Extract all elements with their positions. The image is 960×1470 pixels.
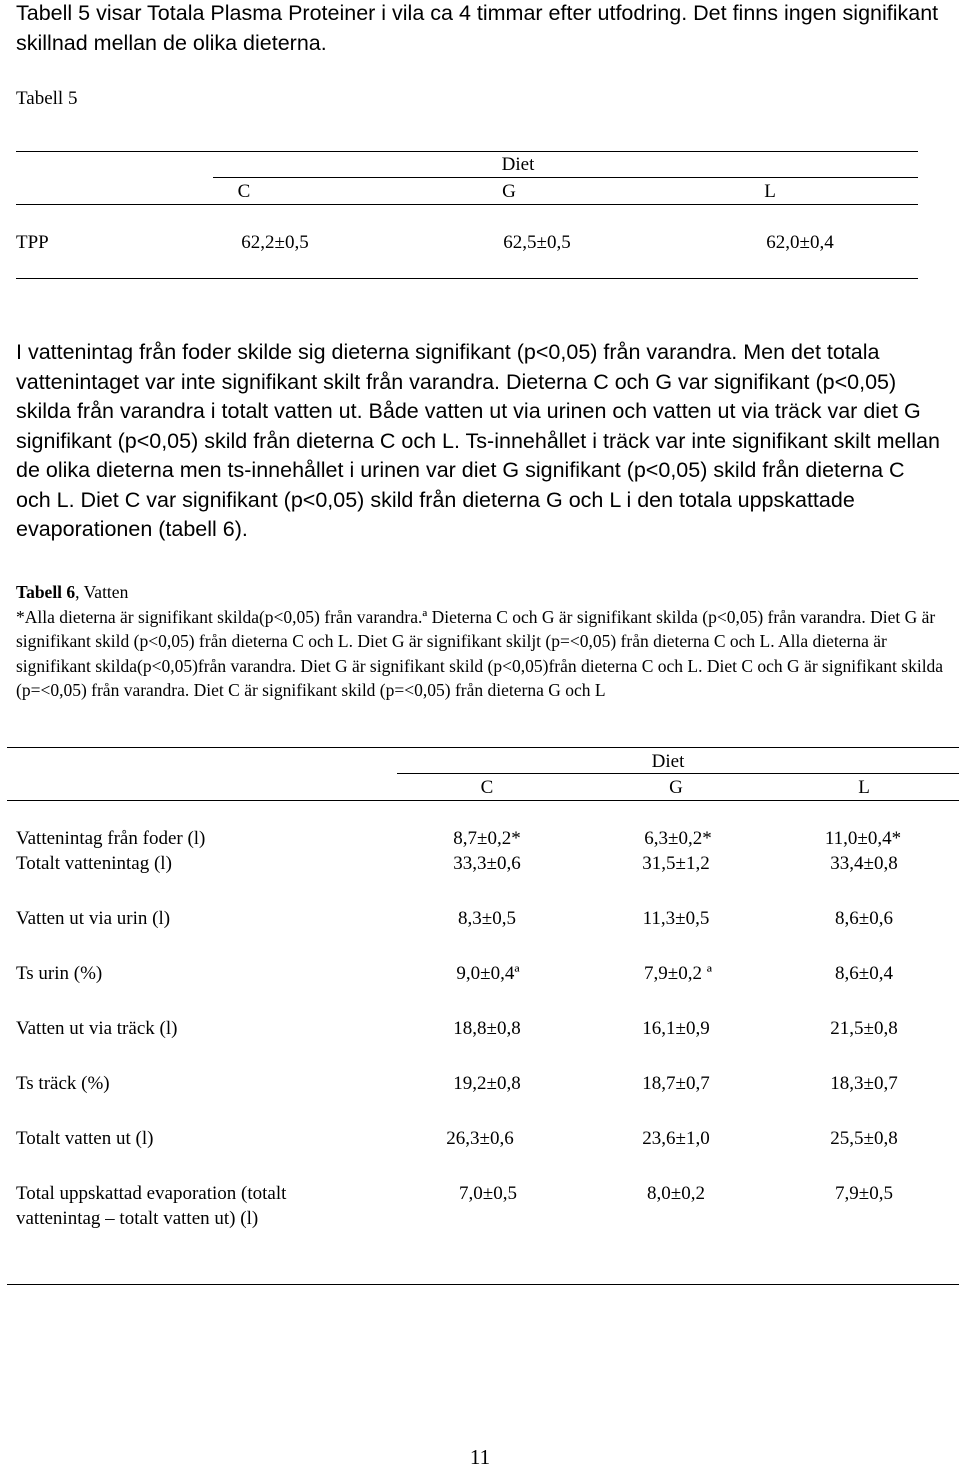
table5-row-label: TPP [16, 232, 49, 253]
table6-col-g: G [669, 777, 683, 798]
table6-top-rule [7, 747, 959, 748]
table6-title-bold: Tabell 6 [16, 582, 76, 602]
table5-col-g: G [502, 181, 516, 202]
intro-paragraph: Tabell 5 visar Totala Plasma Proteiner i vila ca 4 timmar efter utfodring. Det finns ingen signifikant skillnad mellan de olika dieterna. [16, 1, 939, 55]
table6-cell: 18,8±0,8 [453, 1018, 521, 1039]
table6-cell: 18,3±0,7 [830, 1073, 898, 1094]
table6-cell: 7,9±0,2 ª [644, 963, 712, 984]
table6-cell: 33,3±0,6 [453, 853, 521, 874]
table6-cell: 8,6±0,6 [835, 908, 893, 929]
table6-cell: 7,9±0,5 [835, 1183, 893, 1204]
page-number: 11 [469, 1445, 491, 1469]
table6-cell: 16,1±0,9 [642, 1018, 710, 1039]
table6-row-label: Vattenintag från foder (l) [16, 828, 206, 849]
table5-title: Tabell 5 [16, 88, 78, 109]
table6-row-label: Total uppskattad evaporation (totalt [16, 1183, 287, 1204]
table6-cell: 8,6±0,4 [835, 963, 893, 984]
table5-value-g: 62,5±0,5 [503, 232, 571, 253]
table5-diet-header: Diet [501, 154, 535, 175]
table5-top-rule [16, 151, 918, 152]
table6-row-label-continued: vattenintag – totalt vatten ut) (l) [16, 1208, 259, 1229]
table6-cell: 11,0±0,4* [824, 828, 902, 849]
table6-header-rule [397, 773, 959, 774]
table6-cell: 31,5±1,2 [642, 853, 710, 874]
table6-row-label: Vatten ut via urin (l) [16, 908, 171, 929]
table6-col-c: C [480, 777, 494, 798]
table6-cell: 33,4±0,8 [830, 853, 898, 874]
table6-cell: 21,5±0,8 [830, 1018, 898, 1039]
table6-footnote: *Alla dieterna är signifikant skilda(p<0,05) från varandra.ª Dieterna C och G är signifikant skilda (p<0,05) från varandra. Diet G är signifikant skild (p<0,05) från dieterna C och L. Diet G är signifikant skiljt (p=<0,05) från dieterna C och L. Alla dieterna är signifikant skilda(p<0,05)från varandra. Diet G är signifikant skild (p<0,05)från dieterna C och L. Diet C och G är signifikant skilda (p=<0,05) från varandra. Diet C är signifikant skild (p=<0,05) från dieterna G och L [16, 606, 944, 700]
table6-row-label: Totalt vattenintag (l) [16, 853, 172, 874]
table6-cell: 8,3±0,5 [458, 908, 516, 929]
table6-diet-header: Diet [651, 751, 685, 772]
table6-title-rest: , Vatten [75, 582, 129, 602]
table6-cell: 8,0±0,2 [647, 1183, 705, 1204]
table6-cell: 23,6±1,0 [642, 1128, 710, 1149]
table6-cell: 25,5±0,8 [830, 1128, 898, 1149]
table5-bottom-rule [16, 278, 918, 279]
table6-caption [16, 580, 946, 703]
table6-col-l: L [858, 777, 870, 798]
table6-cell: 11,3±0,5 [642, 908, 710, 929]
table6-row-label: Vatten ut via träck (l) [16, 1018, 178, 1039]
table6-cell: 26,3±0,6 [446, 1128, 514, 1149]
table5-header-rule [213, 177, 918, 178]
table6-cell: 6,3±0,2* [644, 828, 712, 849]
table6-cell: 19,2±0,8 [453, 1073, 521, 1094]
results-paragraph: I vattenintag från foder skilde sig dieterna signifikant (p<0,05) från varandra. Men det totala vattenintaget var inte signifikant skilt från varandra. Dieterna C och G var signifikant (p<0,05) skilda från varandra i totalt vatten ut. Både vatten ut via urinen och vatten ut via träck var diet G signifikant (p<0,05) skild från dieterna C och L. Ts-innehållet i träck var inte signifikant skilt mellan de olika dieterna men ts-innehållet i urinen var diet G signifikant (p<0,05) skild från dieterna C och L. Diet C var signifikant (p<0,05) skild från dieterna G och L i den totala uppskattade evaporationen (tabell 6). [16, 340, 940, 541]
table6-bottom-rule [7, 1284, 959, 1285]
table5-mid-rule [16, 204, 918, 205]
table5-col-c: C [237, 181, 251, 202]
table6-cell: 18,7±0,7 [642, 1073, 710, 1094]
table6-row-label: Ts urin (%) [16, 963, 103, 984]
table6-row-label: Ts träck (%) [16, 1073, 110, 1094]
table5-value-l: 62,0±0,4 [766, 232, 834, 253]
table5-value-c: 62,2±0,5 [241, 232, 309, 253]
table5-col-l: L [764, 181, 776, 202]
table6-row-label: Totalt vatten ut (l) [16, 1128, 154, 1149]
table6-cell: 8,7±0,2* [453, 828, 521, 849]
table6-mid-rule [7, 800, 959, 801]
table6-cell: 9,0±0,4ª [456, 963, 520, 984]
table6-cell: 7,0±0,5 [459, 1183, 517, 1204]
